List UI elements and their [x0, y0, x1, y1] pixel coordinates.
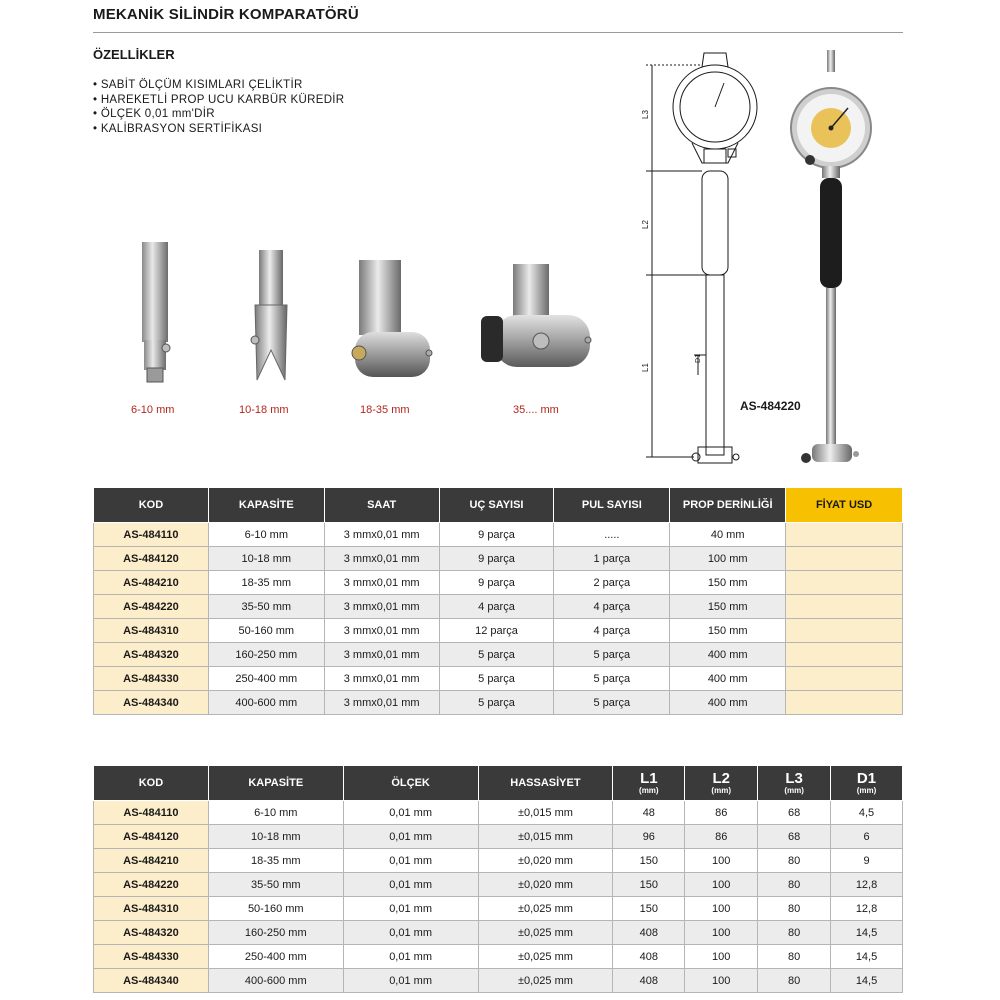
table-cell: 14,5 [831, 945, 903, 969]
tip-18-35-image [345, 240, 435, 390]
l2-label: L2 [640, 220, 650, 229]
table-cell: 0,01 mm [343, 897, 478, 921]
table-cell [786, 619, 903, 643]
table-cell: 250-400 mm [208, 945, 343, 969]
table-cell: ±0,025 mm [478, 969, 613, 993]
table-cell: 80 [758, 969, 831, 993]
table-cell: 408 [613, 945, 685, 969]
table-header-row [94, 488, 903, 523]
table-cell: 5 parça [439, 667, 554, 691]
table-cell: 400 mm [670, 667, 786, 691]
table-row [94, 691, 903, 715]
product-code-cell: AS-484220 [94, 873, 209, 897]
table-cell: 40 mm [670, 523, 786, 547]
table-cell: 80 [758, 921, 831, 945]
product-code-cell: AS-484320 [94, 643, 209, 667]
table-cell: 6 [831, 825, 903, 849]
table-row [94, 969, 903, 993]
table-row [94, 945, 903, 969]
table-cell: 3 mmx0,01 mm [324, 691, 439, 715]
table-cell: 3 mmx0,01 mm [324, 595, 439, 619]
table-cell: 100 [685, 873, 758, 897]
table-cell: 6-10 mm [208, 801, 343, 825]
specs-table [93, 765, 903, 993]
features-list [93, 78, 344, 136]
d1-label: D1 [694, 354, 702, 363]
column-header: PROP DERİNLİĞİ [670, 488, 786, 523]
table-cell: 50-160 mm [208, 619, 324, 643]
product-code-cell: AS-484330 [94, 667, 209, 691]
table-cell: 18-35 mm [208, 849, 343, 873]
table-cell: 80 [758, 945, 831, 969]
table-cell: 96 [613, 825, 685, 849]
column-header: PUL SAYISI [554, 488, 670, 523]
tip-10-18-image [243, 240, 298, 390]
table-cell: 12 parça [439, 619, 554, 643]
product-table [93, 487, 903, 715]
table-cell: 408 [613, 921, 685, 945]
tip-6-10-image [130, 240, 180, 390]
product-code-cell: AS-484210 [94, 571, 209, 595]
table-cell: ±0,020 mm [478, 873, 613, 897]
table-cell: 5 parça [554, 667, 670, 691]
table-cell: 14,5 [831, 921, 903, 945]
table-row [94, 849, 903, 873]
table-cell: 10-18 mm [208, 825, 343, 849]
table-cell: 400 mm [670, 643, 786, 667]
table-cell: 100 [685, 945, 758, 969]
product-code-cell: AS-484120 [94, 825, 209, 849]
table-cell: 0,01 mm [343, 873, 478, 897]
table-cell: 50-160 mm [208, 897, 343, 921]
column-header: UÇ SAYISI [439, 488, 554, 523]
table-cell: 5 parça [554, 643, 670, 667]
table-cell: 400-600 mm [208, 691, 324, 715]
table-cell: ±0,015 mm [478, 801, 613, 825]
table-cell: 48 [613, 801, 685, 825]
table-cell: 86 [685, 825, 758, 849]
table-cell: 2 parça [554, 571, 670, 595]
table-cell: 12,8 [831, 897, 903, 921]
table-cell: 80 [758, 873, 831, 897]
table-row [94, 897, 903, 921]
table-row [94, 825, 903, 849]
table-cell: ..... [554, 523, 670, 547]
table-cell [786, 643, 903, 667]
table-cell: 160-250 mm [208, 921, 343, 945]
table-cell: 9 parça [439, 523, 554, 547]
table-cell: 150 mm [670, 571, 786, 595]
feature-item: • KALİBRASYON SERTİFİKASI [93, 122, 344, 137]
table-cell: 150 [613, 873, 685, 897]
table-header-row [94, 766, 903, 801]
table-row [94, 595, 903, 619]
product-code-cell: AS-484340 [94, 969, 209, 993]
table-row [94, 921, 903, 945]
table-cell: 4 parça [554, 619, 670, 643]
table-cell: 10-18 mm [208, 547, 324, 571]
page-title: MEKANİK SİLİNDİR KOMPARATÖRÜ [93, 6, 359, 23]
column-header: L1 (mm) [613, 766, 685, 801]
table-cell: 160-250 mm [208, 643, 324, 667]
table-cell: 4 parça [439, 595, 554, 619]
table-cell: 1 parça [554, 547, 670, 571]
table-cell: 100 mm [670, 547, 786, 571]
table-cell: 100 [685, 849, 758, 873]
table-cell [786, 547, 903, 571]
product-code-cell: AS-484310 [94, 897, 209, 921]
table-cell: 86 [685, 801, 758, 825]
table-cell: 12,8 [831, 873, 903, 897]
tip-label: 6-10 mm [131, 404, 175, 416]
product-photo [790, 48, 885, 473]
column-header: KOD [94, 766, 209, 801]
table-cell: 100 [685, 921, 758, 945]
product-code-cell: AS-484340 [94, 691, 209, 715]
table-cell: 0,01 mm [343, 801, 478, 825]
table-cell [786, 667, 903, 691]
product-code-cell: AS-484110 [94, 801, 209, 825]
feature-item: • SABİT ÖLÇÜM KISIMLARI ÇELİKTİR [93, 78, 344, 93]
table-cell: 400-600 mm [208, 969, 343, 993]
table-cell: 68 [758, 801, 831, 825]
table-cell: 400 mm [670, 691, 786, 715]
column-header: L2 (mm) [685, 766, 758, 801]
table-row [94, 571, 903, 595]
column-header: L3 (mm) [758, 766, 831, 801]
column-header: ÖLÇEK [343, 766, 478, 801]
product-code-cell: AS-484220 [94, 595, 209, 619]
table-cell: 150 [613, 849, 685, 873]
table-cell: 5 parça [439, 691, 554, 715]
table-cell: 150 [613, 897, 685, 921]
table-cell [786, 523, 903, 547]
column-header: D1 (mm) [831, 766, 903, 801]
table-cell: ±0,015 mm [478, 825, 613, 849]
table-row [94, 643, 903, 667]
table-cell: ±0,025 mm [478, 945, 613, 969]
title-divider [93, 32, 903, 33]
tip-label: 18-35 mm [360, 404, 410, 416]
table-cell: 150 mm [670, 619, 786, 643]
table-cell: 0,01 mm [343, 945, 478, 969]
table-cell: 80 [758, 849, 831, 873]
table-cell: 35-50 mm [208, 595, 324, 619]
feature-item: • ÖLÇEK 0,01 mm'DİR [93, 107, 344, 122]
table-cell: 0,01 mm [343, 921, 478, 945]
table-cell: 0,01 mm [343, 969, 478, 993]
product-code-cell: AS-484320 [94, 921, 209, 945]
table-cell: 250-400 mm [208, 667, 324, 691]
table-cell: ±0,025 mm [478, 897, 613, 921]
table-cell: 35-50 mm [208, 873, 343, 897]
table-cell: 3 mmx0,01 mm [324, 667, 439, 691]
table-cell: 14,5 [831, 969, 903, 993]
column-header: KOD [94, 488, 209, 523]
product-code-cell: AS-484310 [94, 619, 209, 643]
table-row [94, 547, 903, 571]
features-heading: ÖZELLİKLER [93, 47, 175, 62]
product-code-cell: AS-484330 [94, 945, 209, 969]
table-cell [786, 571, 903, 595]
table-cell: 4,5 [831, 801, 903, 825]
table-row [94, 523, 903, 547]
table-cell: 80 [758, 897, 831, 921]
table-cell [786, 691, 903, 715]
table-cell: 9 parça [439, 547, 554, 571]
table-cell: 0,01 mm [343, 825, 478, 849]
column-header: FİYAT USD [786, 488, 903, 523]
table-cell: 6-10 mm [208, 523, 324, 547]
l3-label: L3 [640, 110, 650, 119]
table-cell: 100 [685, 969, 758, 993]
product-code-cell: AS-484120 [94, 547, 209, 571]
table-cell: ±0,025 mm [478, 921, 613, 945]
feature-item: • HAREKETLİ PROP UCU KARBÜR KÜREDİR [93, 93, 344, 108]
table-cell: 3 mmx0,01 mm [324, 643, 439, 667]
tip-label: 10-18 mm [239, 404, 289, 416]
column-header: KAPASİTE [208, 488, 324, 523]
table-cell: 0,01 mm [343, 849, 478, 873]
table-cell: 5 parça [554, 691, 670, 715]
table-cell: 150 mm [670, 595, 786, 619]
table-cell [786, 595, 903, 619]
table-cell: 9 [831, 849, 903, 873]
column-header: KAPASİTE [208, 766, 343, 801]
table-row [94, 619, 903, 643]
product-code-cell: AS-484110 [94, 523, 209, 547]
table-cell: 5 parça [439, 643, 554, 667]
table-cell: 3 mmx0,01 mm [324, 523, 439, 547]
table-cell: 4 parça [554, 595, 670, 619]
product-code-cell: AS-484210 [94, 849, 209, 873]
table-row [94, 873, 903, 897]
table-cell: ±0,020 mm [478, 849, 613, 873]
column-header: HASSASİYET [478, 766, 613, 801]
table-cell: 3 mmx0,01 mm [324, 619, 439, 643]
table-cell: 9 parça [439, 571, 554, 595]
table-cell: 3 mmx0,01 mm [324, 547, 439, 571]
table-cell: 408 [613, 969, 685, 993]
table-cell: 3 mmx0,01 mm [324, 571, 439, 595]
model-label: AS-484220 [740, 399, 801, 413]
column-header: SAAT [324, 488, 439, 523]
tip-35-image [475, 240, 605, 390]
table-row [94, 667, 903, 691]
table-cell: 68 [758, 825, 831, 849]
tip-label: 35.... mm [513, 404, 559, 416]
table-row [94, 801, 903, 825]
l1-label: L1 [640, 363, 650, 372]
table-cell: 100 [685, 897, 758, 921]
table-cell: 18-35 mm [208, 571, 324, 595]
